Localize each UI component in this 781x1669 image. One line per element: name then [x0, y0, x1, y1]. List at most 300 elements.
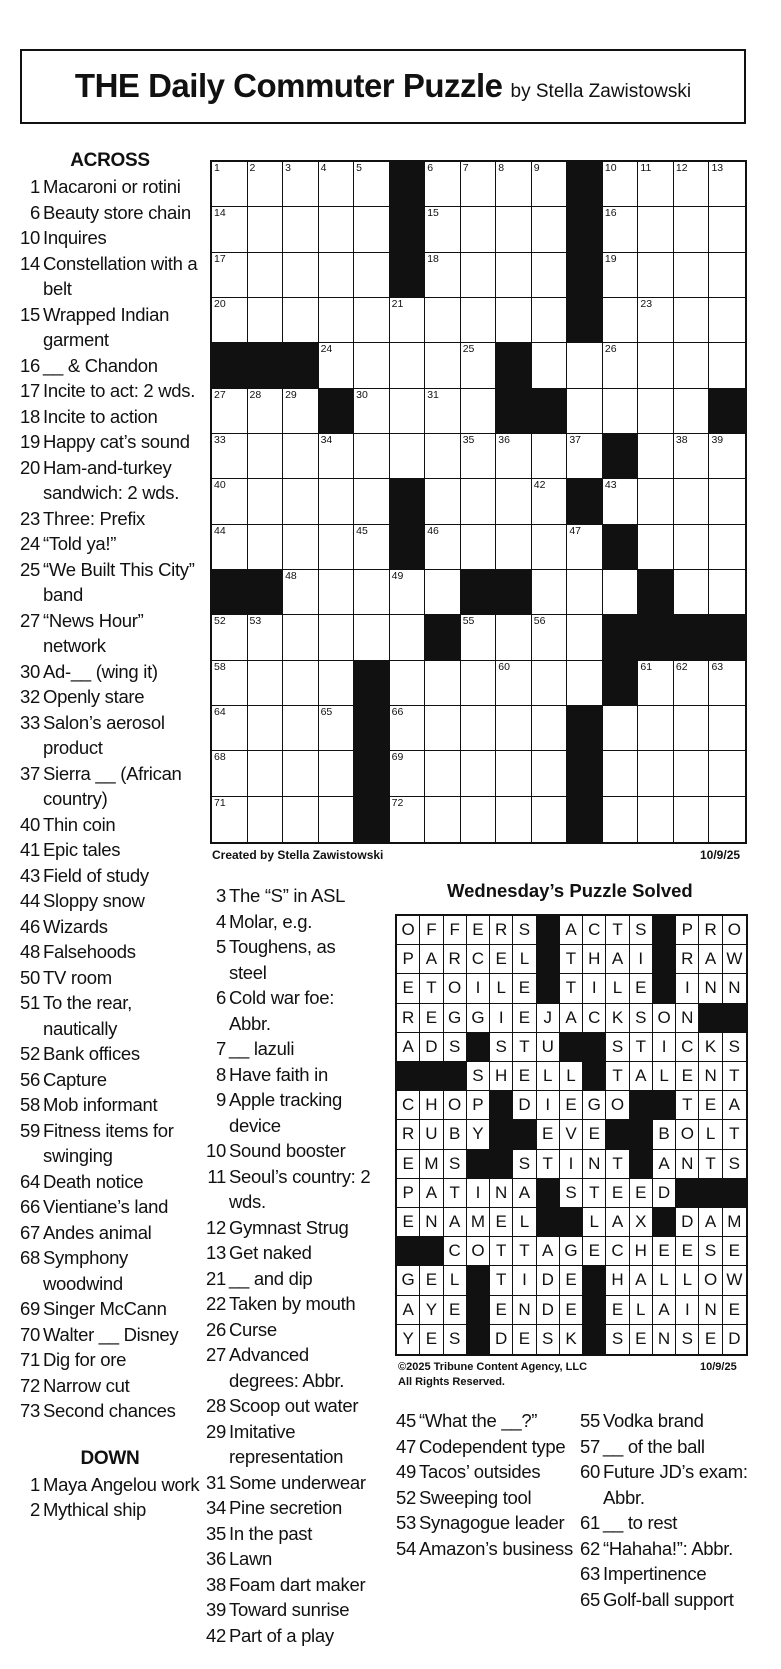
grid-cell [674, 479, 710, 524]
black-square [354, 797, 390, 842]
grid-cell [283, 479, 319, 524]
solved-cell [560, 1237, 583, 1266]
cell-letter: R [401, 1007, 415, 1027]
cell-letter: V [565, 1124, 577, 1144]
across-clue [18, 684, 202, 710]
grid-cell [425, 751, 461, 796]
clue-text: Seoul’s country: 2 wds. [229, 1165, 371, 1212]
clue-text: “What the __?” [419, 1410, 538, 1431]
cell-letter: S [635, 920, 647, 940]
grid-cell [709, 253, 745, 298]
cell-letter: S [448, 1153, 461, 1173]
solved-cell [513, 1150, 536, 1179]
clue-text: “News Hour” network [43, 609, 144, 656]
solved-cell [606, 1150, 629, 1179]
grid-cell [638, 253, 674, 298]
solved-cell [444, 1208, 467, 1237]
cell-letter: C [588, 920, 601, 940]
solved-cell [560, 1120, 583, 1149]
clue-text: Ham-and-turkey sandwich: 2 wds. [43, 456, 180, 503]
cell-letter: A [635, 1066, 647, 1086]
cell-letter: T [612, 920, 623, 940]
clue-text: Ad-__ (wing it) [43, 660, 158, 682]
solved-cell [537, 1150, 560, 1179]
black-square [496, 570, 532, 615]
down-clue [204, 1087, 374, 1138]
black-square [630, 1120, 653, 1149]
cell-letter: C [681, 1036, 694, 1056]
grid-cell [496, 797, 532, 842]
grid-cell [532, 207, 568, 252]
cell-letter: E [402, 978, 414, 998]
solved-cell [513, 1237, 536, 1266]
black-square [630, 1150, 653, 1179]
cell-number: 49 [391, 569, 404, 582]
created-by: Created by Stella Zawistowski [212, 848, 384, 862]
solved-cell [583, 1208, 606, 1237]
cell-letter: L [636, 1299, 646, 1319]
grid-cell [638, 525, 674, 570]
solved-cell [723, 1062, 746, 1091]
solved-cell [444, 1296, 467, 1325]
down-clue [394, 1510, 574, 1536]
solved-cell [699, 1120, 722, 1149]
down-clue [204, 1240, 374, 1266]
clue-text: Falsehoods [43, 941, 136, 962]
cell-letter: M [727, 1212, 742, 1232]
clue-text: Toughens, as steel [229, 936, 336, 983]
cell-number: 66 [391, 705, 404, 718]
solved-cell [723, 916, 746, 945]
cell-letter: J [543, 1007, 552, 1027]
cell-letter: M [470, 1212, 486, 1232]
across-clue [18, 1092, 202, 1118]
down-clue [204, 909, 374, 935]
grid-cell [319, 661, 355, 706]
solved-cell [606, 1004, 629, 1033]
grid-cell [603, 207, 639, 252]
solved-cell [444, 1237, 467, 1266]
cell-number: 61 [640, 660, 653, 673]
cell-letter: O [703, 1270, 718, 1290]
cell-letter: E [611, 1182, 624, 1202]
clue-number: 60 [580, 1461, 600, 1482]
page-title [22, 67, 744, 105]
grid-cell [674, 343, 710, 388]
grid-cell [319, 479, 355, 524]
grid-cell [283, 207, 319, 252]
cell-letter: H [495, 1066, 508, 1086]
solved-cell [630, 916, 653, 945]
cell-letter: E [728, 1299, 741, 1319]
clue-text: Incite to action [43, 405, 158, 427]
clue-number: 48 [20, 941, 40, 962]
cell-letter: L [542, 1066, 553, 1086]
clue-number: 6 [216, 987, 226, 1008]
clue-number: 55 [580, 1410, 600, 1431]
cell-number: 33 [214, 433, 226, 446]
grid-cell [212, 706, 248, 751]
black-square [513, 1120, 536, 1149]
clue-text: Some underwear [229, 1471, 366, 1493]
grid-cell [212, 207, 248, 252]
cell-letter: S [472, 1066, 484, 1086]
cell-letter: N [495, 1182, 508, 1202]
solved-cell [699, 1091, 722, 1120]
grid-cell [532, 706, 568, 751]
down-clue [204, 1521, 374, 1547]
across-clue [18, 990, 202, 1041]
grid-cell [567, 661, 603, 706]
solved-cell [490, 1237, 513, 1266]
down-clue [204, 1393, 374, 1419]
cell-letter: L [682, 1270, 693, 1290]
grid-cell [496, 434, 532, 479]
clue-text: Field of study [43, 864, 149, 886]
cell-number: 71 [214, 796, 226, 809]
solved-cell [467, 1179, 490, 1208]
cell-letter: E [658, 1241, 670, 1261]
black-square [653, 974, 676, 1003]
grid-cell [567, 343, 603, 388]
cell-letter: E [681, 1066, 693, 1086]
down-clue [18, 1497, 202, 1523]
cell-letter: A [402, 1299, 414, 1319]
cell-number: 11 [640, 162, 652, 174]
down-clue [578, 1510, 748, 1536]
across-clue [18, 251, 202, 302]
solved-cell [653, 1004, 676, 1033]
solved-cell [583, 1237, 606, 1266]
grid-cell [567, 389, 603, 434]
cell-number: 28 [249, 388, 262, 401]
solved-cell [513, 1062, 536, 1091]
cell-number: 62 [675, 660, 688, 673]
clue-number: 10 [20, 227, 40, 248]
across-clue-column [18, 148, 202, 1523]
cell-number: 14 [214, 207, 226, 220]
cell-letter: G [471, 1007, 485, 1027]
clue-text: Bank offices [43, 1043, 140, 1064]
grid-cell [461, 661, 497, 706]
solved-cell [653, 1237, 676, 1266]
solved-cell [723, 1120, 746, 1149]
grid-cell [425, 797, 461, 842]
solved-cell [630, 1325, 653, 1354]
clue-number: 70 [20, 1323, 40, 1345]
solved-cell [420, 1091, 443, 1120]
black-square [420, 1237, 443, 1266]
cell-letter: I [522, 1270, 527, 1290]
clue-number: 65 [580, 1588, 600, 1610]
solved-cell [420, 1296, 443, 1325]
clue-text: Sweeping tool [419, 1486, 532, 1508]
cell-letter: S [704, 1241, 717, 1261]
solved-cell [653, 1150, 676, 1179]
down-clue [204, 1572, 374, 1598]
cell-letter: A [542, 1241, 554, 1261]
cell-letter: S [565, 1182, 577, 1202]
grid-cell [461, 615, 497, 660]
cell-letter: L [589, 1212, 599, 1232]
grid-cell [496, 706, 532, 751]
clue-text: Cold war foe: Abbr. [229, 987, 335, 1034]
grid-cell [354, 479, 390, 524]
cell-letter: I [684, 978, 690, 998]
clue-number: 10 [206, 1140, 226, 1161]
solved-cell [583, 1120, 606, 1149]
cell-letter: E [425, 1329, 438, 1349]
cell-letter: D [425, 1036, 438, 1056]
grid-cell [248, 751, 284, 796]
cell-letter: C [588, 1007, 601, 1027]
grid-cell [425, 343, 461, 388]
cell-letter: E [425, 1007, 438, 1027]
clue-number: 18 [20, 405, 40, 427]
cell-number: 44 [214, 524, 226, 537]
grid-cell [248, 661, 284, 706]
cell-number: 31 [427, 388, 439, 401]
clue-text: In the past [229, 1522, 313, 1544]
grid-cell [603, 706, 639, 751]
solved-cell [513, 945, 536, 974]
cell-number: 29 [285, 388, 297, 401]
across-clue [18, 174, 202, 200]
cell-letter: F [449, 920, 460, 940]
grid-cell [390, 298, 426, 343]
cell-letter: O [448, 1095, 462, 1115]
solved-cell [723, 1091, 746, 1120]
grid-cell [319, 797, 355, 842]
solved-cell [444, 1033, 467, 1062]
black-square [212, 570, 248, 615]
solved-cell [606, 1062, 629, 1091]
grid-cell [532, 797, 568, 842]
solved-cell [653, 1120, 676, 1149]
solved-cell [630, 1237, 653, 1266]
cell-letter: H [425, 1095, 438, 1115]
cell-number: 12 [675, 162, 688, 174]
cell-letter: S [728, 1036, 741, 1056]
cell-letter: E [518, 1329, 531, 1349]
solved-cell [467, 1004, 490, 1033]
clue-text: TV room [43, 966, 112, 988]
across-clue [18, 710, 202, 761]
across-clue [18, 404, 202, 430]
down-clue [204, 1342, 374, 1393]
clue-text: Codependent type [419, 1435, 566, 1457]
solved-cell [420, 1266, 443, 1295]
cell-letter: B [448, 1124, 461, 1144]
cell-letter: N [728, 978, 741, 998]
clue-text: Beauty store chain [43, 201, 191, 223]
solved-cell [537, 1296, 560, 1325]
cell-number: 48 [285, 569, 297, 582]
grid-cell [461, 751, 497, 796]
cell-letter: O [471, 1241, 485, 1261]
clue-text: Apple tracking device [229, 1089, 343, 1136]
grid-cell [709, 570, 745, 615]
down-clue [394, 1434, 574, 1460]
clue-number: 52 [20, 1043, 40, 1064]
cell-letter: E [611, 1299, 624, 1319]
black-square [583, 1296, 606, 1325]
solved-cell [699, 945, 722, 974]
cell-letter: T [426, 978, 437, 998]
black-square [248, 343, 284, 388]
grid-cell [674, 162, 710, 207]
grid-cell [603, 162, 639, 207]
black-square [283, 343, 319, 388]
clue-text: Second chances [43, 1400, 176, 1421]
grid-cell [354, 343, 390, 388]
clue-number: 49 [396, 1461, 416, 1482]
grid-cell [212, 751, 248, 796]
down-clue [204, 1419, 374, 1470]
clue-text: Vodka brand [603, 1410, 704, 1431]
cell-letter: N [518, 1299, 531, 1319]
solved-cell [723, 1208, 746, 1237]
clue-text: Openly stare [43, 686, 145, 707]
solved-cell [513, 1296, 536, 1325]
grid-cell [496, 479, 532, 524]
black-square [603, 434, 639, 479]
down-clue [204, 1546, 374, 1572]
across-clue [18, 761, 202, 812]
grid-cell [709, 751, 745, 796]
across-clue [18, 506, 202, 532]
down-clue [204, 934, 374, 985]
grid-cell [532, 661, 568, 706]
black-square [354, 751, 390, 796]
down-clue [204, 1597, 374, 1623]
solved-cell [630, 1004, 653, 1033]
clue-text: Pine secretion [229, 1497, 343, 1518]
black-square [496, 389, 532, 434]
solved-puzzle-grid [395, 914, 748, 1356]
clue-text: Inquires [43, 227, 107, 248]
across-clue [18, 1398, 202, 1424]
cell-letter: T [496, 1270, 507, 1290]
solved-cell [444, 974, 467, 1003]
solved-cell [583, 1179, 606, 1208]
solved-cell [606, 1266, 629, 1295]
solved-cell [676, 1004, 699, 1033]
black-square [567, 162, 603, 207]
cell-letter: T [589, 1182, 600, 1202]
cell-number: 26 [604, 343, 617, 356]
across-clue [18, 1220, 202, 1246]
grid-cell [319, 298, 355, 343]
grid-cell [674, 298, 710, 343]
solved-cell [723, 974, 746, 1003]
solved-cell [467, 1091, 490, 1120]
grid-cell [319, 343, 355, 388]
clue-number: 23 [20, 507, 40, 529]
grid-cell [496, 162, 532, 207]
across-clue [18, 353, 202, 379]
across-clue [18, 1118, 202, 1169]
grid-cell [532, 570, 568, 615]
clue-number: 1 [30, 1473, 40, 1495]
solved-cell [723, 1237, 746, 1266]
solved-cell [630, 1033, 653, 1062]
solved-cell [513, 1325, 536, 1354]
cell-number: 72 [391, 796, 404, 809]
solved-cell [397, 1150, 420, 1179]
black-square [560, 1033, 583, 1062]
solved-cell [397, 1296, 420, 1325]
grid-cell [354, 389, 390, 434]
grid-cell [461, 525, 497, 570]
cell-letter: E [518, 978, 531, 998]
grid-cell [425, 525, 461, 570]
black-square [603, 615, 639, 660]
cell-letter: B [658, 1124, 670, 1144]
clue-number: 17 [20, 380, 40, 401]
solved-cell [653, 1033, 676, 1062]
solved-cell [560, 1296, 583, 1325]
cell-number: 35 [462, 433, 475, 446]
grid-cell [638, 479, 674, 524]
clue-number: 3 [216, 885, 226, 906]
cell-letter: A [518, 1182, 531, 1202]
black-square [390, 162, 426, 207]
across-clue [18, 837, 202, 863]
black-square [653, 1091, 676, 1120]
cell-letter: T [519, 1241, 530, 1261]
cell-letter: G [401, 1270, 415, 1290]
solved-cell [397, 1266, 420, 1295]
solved-cell [513, 1266, 536, 1295]
grid-cell [496, 615, 532, 660]
cell-letter: N [704, 978, 717, 998]
cell-number: 60 [498, 660, 510, 673]
clue-text: Molar, e.g. [229, 910, 313, 932]
cell-number: 43 [604, 479, 617, 492]
solved-cell [444, 1150, 467, 1179]
solved-cell [560, 1091, 583, 1120]
down-clue [204, 1291, 374, 1317]
black-square [532, 389, 568, 434]
solved-cell [653, 1179, 676, 1208]
grid-cell [674, 570, 710, 615]
solved-cell [699, 1208, 722, 1237]
cell-letter: S [518, 1153, 531, 1173]
clue-text: Wizards [43, 915, 108, 937]
grid-cell [283, 253, 319, 298]
clue-number: 28 [206, 1395, 226, 1416]
grid-cell [283, 434, 319, 479]
clue-text: Future JD’s exam: Abbr. [603, 1461, 748, 1508]
solved-cell [723, 1266, 746, 1295]
cell-letter: T [729, 1124, 740, 1144]
grid-cell [354, 525, 390, 570]
grid-cell [248, 389, 284, 434]
grid-cell [532, 751, 568, 796]
clue-text: Symphony woodwind [43, 1247, 129, 1294]
clue-number: 67 [20, 1221, 40, 1243]
solved-cell [444, 1266, 467, 1295]
cell-number: 58 [214, 660, 226, 673]
clue-number: 66 [20, 1196, 40, 1217]
down-clue [394, 1536, 574, 1562]
black-square [603, 661, 639, 706]
cell-number: 38 [675, 433, 688, 446]
cell-letter: E [425, 1270, 438, 1290]
cell-number: 42 [533, 479, 546, 492]
cell-letter: A [425, 1182, 438, 1202]
